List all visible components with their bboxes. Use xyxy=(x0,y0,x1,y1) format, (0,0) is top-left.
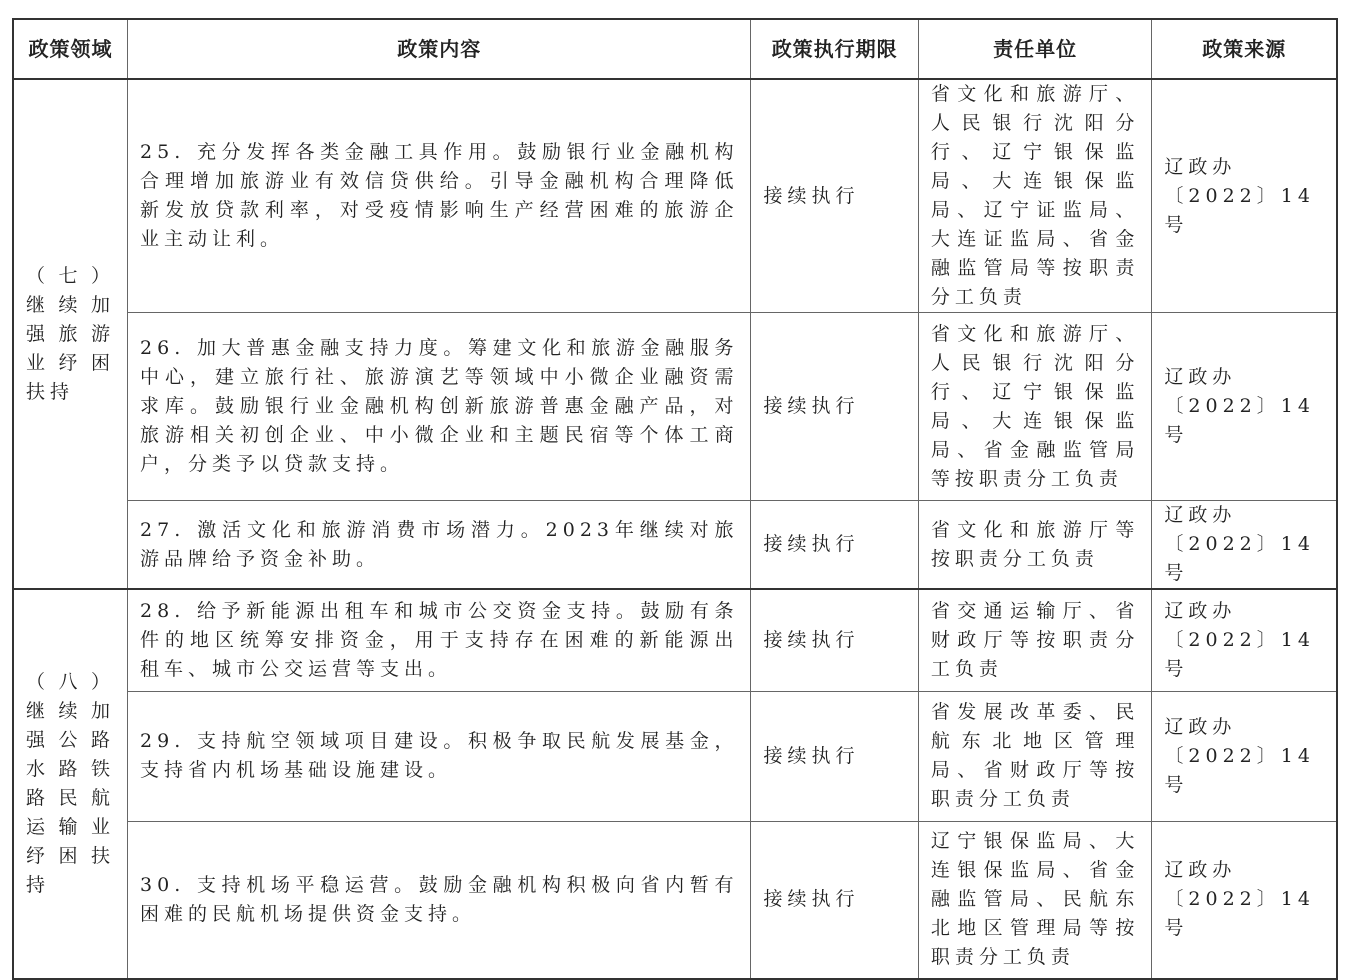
policy-content-cell: 26. 加大普惠金融支持力度。筹建文化和旅游金融服务中心，建立旅行社、旅游演艺等领域中小微企业融资需求库。鼓励银行业金融机构创新旅游普惠金融产品，对旅游相关初创企业、中小微企业和主题民宿等个体工商户，分类予以贷款支持。 xyxy=(128,313,751,501)
table-row xyxy=(13,691,1337,821)
header-policy-source: 政策来源 xyxy=(1152,19,1337,79)
table-row xyxy=(13,589,1337,691)
table-row xyxy=(13,313,1337,501)
header-policy-area: 政策领域 xyxy=(13,19,128,79)
responsible-unit-cell: 省发展改革委、民航东北地区管理局、省财政厅等按职责分工负责 xyxy=(918,691,1152,821)
table-row xyxy=(13,79,1337,313)
policy-content-cell: 28. 给予新能源出租车和城市公交资金支持。鼓励有条件的地区统筹安排资金，用于支持存在困难的新能源出租车、城市公交运营等支出。 xyxy=(128,589,751,691)
policy-content-cell: 29. 支持航空领域项目建设。积极争取民航发展基金，支持省内机场基础设施建设。 xyxy=(128,691,751,821)
responsible-unit-cell: 辽宁银保监局、大连银保监局、省金融监管局、民航东北地区管理局等按职责分工负责 xyxy=(918,821,1152,979)
responsible-unit-cell: 省交通运输厅、省财政厅等按职责分工负责 xyxy=(918,589,1152,691)
policy-source-cell: 辽政办〔2022〕14号 xyxy=(1152,79,1337,313)
policy-content-cell: 27. 激活文化和旅游消费市场潜力。2023年继续对旅游品牌给予资金补助。 xyxy=(128,501,751,590)
execution-period-cell: 接续执行 xyxy=(751,501,918,590)
responsible-unit-cell: 省文化和旅游厅等按职责分工负责 xyxy=(918,501,1152,590)
responsible-unit-cell: 省文化和旅游厅、人民银行沈阳分行、辽宁银保监局、大连银保监局、辽宁证监局、大连证监局、省金融监管局等按职责分工负责 xyxy=(918,79,1152,313)
execution-period-cell: 接续执行 xyxy=(751,821,918,979)
policy-source-cell: 辽政办〔2022〕14号 xyxy=(1152,691,1337,821)
header-row xyxy=(13,19,1337,79)
header-execution-period: 政策执行期限 xyxy=(751,19,918,79)
table-row xyxy=(13,821,1337,979)
policy-source-cell: 辽政办〔2022〕14号 xyxy=(1152,501,1337,590)
execution-period-cell: 接续执行 xyxy=(751,79,918,313)
execution-period-cell: 接续执行 xyxy=(751,313,918,501)
policy-area-cell: （八）继续加强公路水路铁路民航运输业纾困扶持 xyxy=(13,589,128,979)
policy-source-cell: 辽政办〔2022〕14号 xyxy=(1152,821,1337,979)
policy-content-cell: 30. 支持机场平稳运营。鼓励金融机构积极向省内暂有困难的民航机场提供资金支持。 xyxy=(128,821,751,979)
execution-period-cell: 接续执行 xyxy=(751,589,918,691)
policy-source-cell: 辽政办〔2022〕14号 xyxy=(1152,313,1337,501)
policy-content-cell: 25. 充分发挥各类金融工具作用。鼓励银行业金融机构合理增加旅游业有效信贷供给。引导金融机构合理降低新发放贷款利率，对受疫情影响生产经营困难的旅游企业主动让利。 xyxy=(128,79,751,313)
execution-period-cell: 接续执行 xyxy=(751,691,918,821)
policy-area-cell: （七）继续加强旅游业纾困扶持 xyxy=(13,79,128,589)
header-responsible-unit: 责任单位 xyxy=(918,19,1152,79)
header-policy-content: 政策内容 xyxy=(128,19,751,79)
table-row xyxy=(13,501,1337,590)
policy-source-cell: 辽政办〔2022〕14号 xyxy=(1152,589,1337,691)
policy-table xyxy=(12,18,1338,980)
responsible-unit-cell: 省文化和旅游厅、人民银行沈阳分行、辽宁银保监局、大连银保监局、省金融监管局等按职责分工负责 xyxy=(918,313,1152,501)
